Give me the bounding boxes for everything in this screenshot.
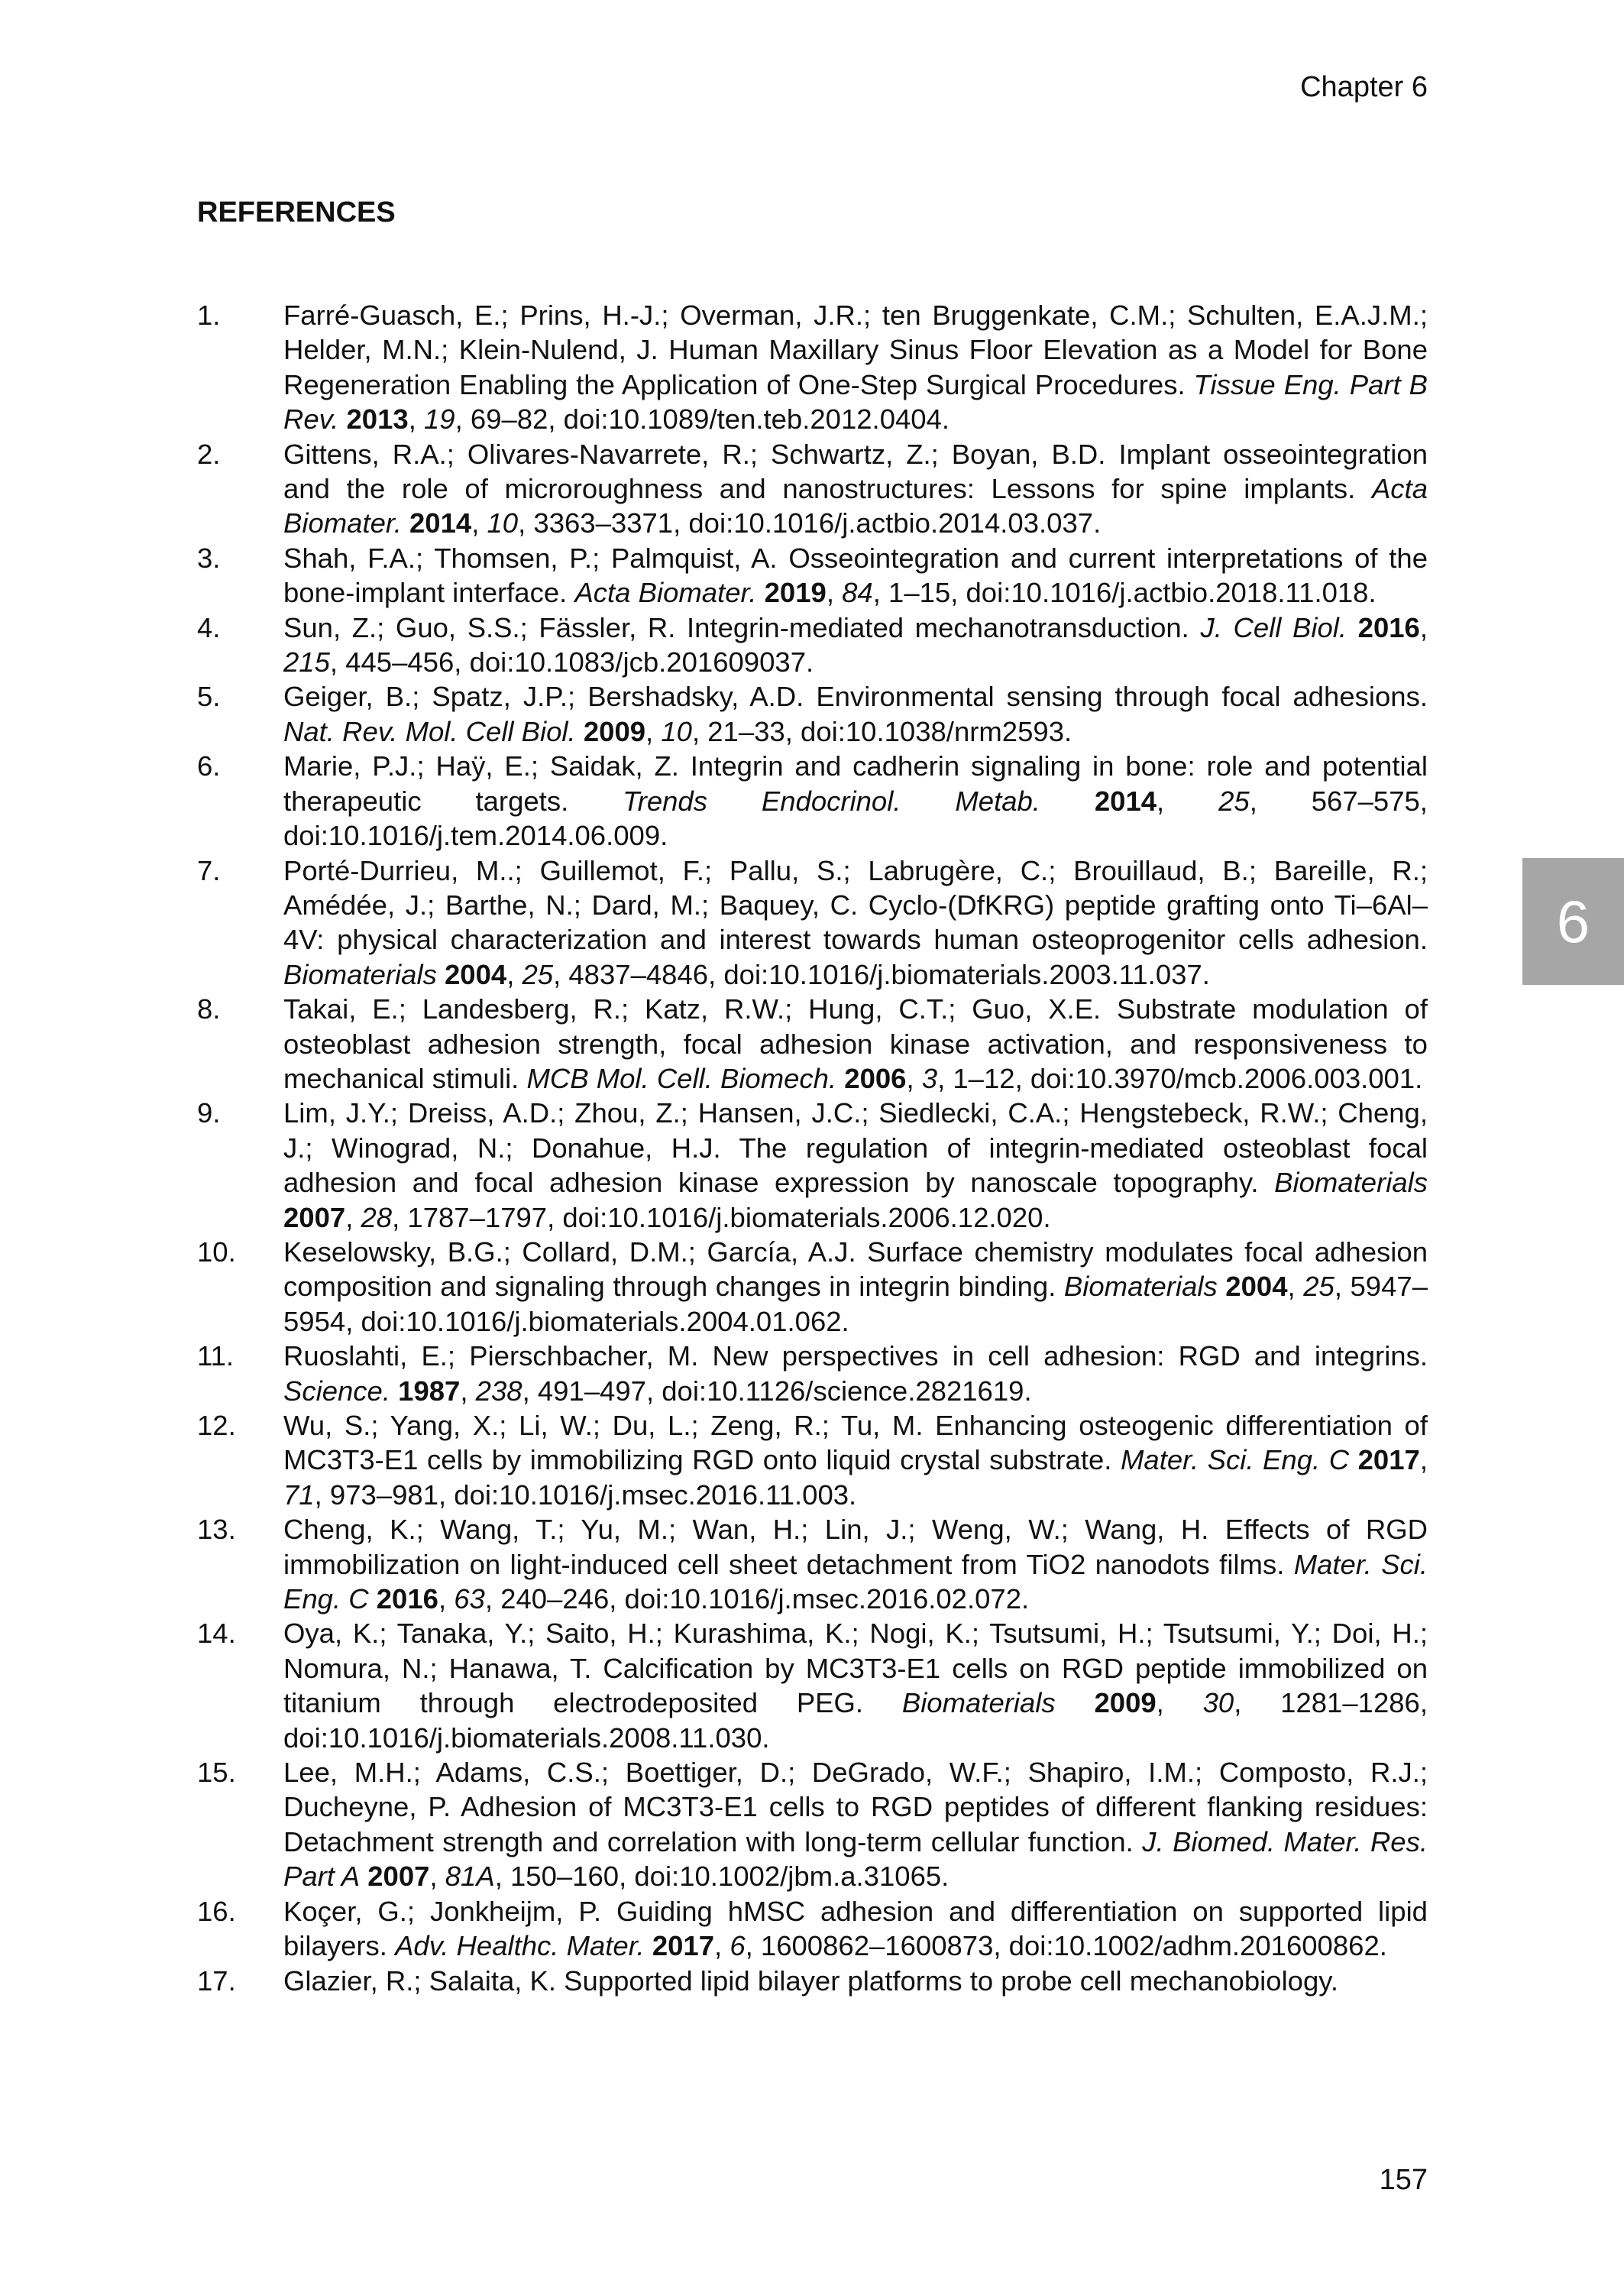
- reference-text-segment: Keselowsky, B.G.; Collard, D.M.; García, A.J. Surface chemistry modulates focal adhesion composition and signaling through changes in integrin binding.: [283, 1236, 1428, 1303]
- reference-text-segment: [437, 959, 445, 990]
- reference-number: 16.: [197, 1895, 236, 1927]
- reference-text-segment: Marie, P.J.; Haÿ, E.; Saidak, Z. Integrin and cadherin signaling in bone: role and potential therapeutic targets.: [283, 750, 1428, 817]
- reference-number: 13.: [197, 1514, 236, 1546]
- reference-number: 12.: [197, 1410, 236, 1441]
- reference-text-segment: , 491–497, doi:10.1126/science.2821619.: [522, 1375, 1032, 1407]
- reference-text-segment: ,: [1419, 1444, 1428, 1476]
- reference-number: 8.: [197, 993, 221, 1025]
- reference-italic-text: 30: [1202, 1687, 1234, 1719]
- reference-text-segment: [402, 507, 409, 539]
- reference-text-segment: Farré-Guasch, E.; Prins, H.-J.; Overman, J.R.; ten Bruggenkate, C.M.; Schulten, E.A.J.M.; Helder, M.N.; Klein-Nulend, J. Human Maxillary Sinus Floor Elevation as a Model for Bone Regeneration Enabling the Application of One-Step Surgical Procedures.: [283, 300, 1428, 400]
- reference-text-segment: , 1–12, doi:10.3970/mcb.2006.003.001.: [937, 1062, 1423, 1094]
- reference-italic-text: Trends Endocrinol. Metab.: [623, 785, 1040, 817]
- reference-italic-text: J. Cell Biol.: [1200, 611, 1347, 643]
- reference-number: 9.: [197, 1097, 221, 1129]
- reference-year: 2017: [652, 1930, 715, 1962]
- reference-text-segment: ,: [645, 715, 662, 747]
- reference-italic-text: Mater. Sci. Eng. C: [1121, 1444, 1350, 1476]
- reference-number: 14.: [197, 1618, 236, 1650]
- reference-item: [197, 992, 1428, 1096]
- reference-text: [283, 1964, 1428, 1998]
- reference-text-segment: ,: [471, 507, 487, 539]
- reference-item: [197, 1512, 1428, 1616]
- reference-text-segment: Cheng, K.; Wang, T.; Yu, M.; Wan, H.; Lin, J.; Weng, W.; Wang, H. Effects of RGD immobilization on light-induced cell sheet detachment from TiO2 nanodots films.: [283, 1514, 1428, 1580]
- reference-text-segment: , 1281–1286, doi:10.1016/j.biomaterials.2008.11.030.: [283, 1687, 1428, 1754]
- reference-text-segment: , 973–981, doi:10.1016/j.msec.2016.11.003.: [314, 1478, 857, 1511]
- reference-item: [197, 1616, 1428, 1755]
- reference-text-segment: [756, 577, 764, 608]
- reference-text-segment: , 3363–3371, doi:10.1016/j.actbio.2014.03.037.: [518, 507, 1102, 539]
- reference-year: 2007: [283, 1201, 346, 1233]
- reference-text-segment: , 1787–1797, doi:10.1016/j.biomaterials.2006.12.020.: [392, 1201, 1051, 1233]
- reference-text: [283, 437, 1428, 541]
- reference-italic-text: 71: [283, 1478, 315, 1511]
- reference-year: 2009: [583, 715, 646, 747]
- reference-text-segment: , 567–575, doi:10.1016/j.tem.2014.06.009.: [283, 785, 1428, 852]
- reference-italic-text: 63: [454, 1583, 485, 1615]
- reference-text-segment: ,: [1156, 1687, 1203, 1719]
- reference-item: [197, 853, 1428, 993]
- reference-text-segment: , 21–33, doi:10.1038/nrm2593.: [691, 715, 1072, 747]
- reference-italic-text: 19: [424, 403, 455, 436]
- reference-item: [197, 1096, 1428, 1235]
- reference-text: [283, 541, 1428, 610]
- reference-italic-text: 3: [921, 1062, 938, 1094]
- reference-number: 3.: [197, 542, 221, 574]
- reference-italic-text: J. Biomed. Mater. Res. Part A: [283, 1825, 1428, 1893]
- reference-item: [197, 1339, 1428, 1408]
- reference-text-segment: , 69–82, doi:10.1089/ten.teb.2012.0404.: [455, 403, 950, 436]
- reference-number: 5.: [197, 681, 221, 713]
- reference-item: [197, 610, 1428, 680]
- reference-text-segment: [1349, 1444, 1358, 1475]
- reference-year: 2009: [1094, 1687, 1157, 1719]
- reference-text: [283, 1408, 1428, 1512]
- reference-text-segment: [360, 1861, 367, 1892]
- reference-item: [197, 749, 1428, 853]
- reference-italic-text: Biomaterials: [1274, 1167, 1428, 1199]
- reference-italic-text: Mater. Sci. Eng. C: [283, 1548, 1428, 1615]
- reference-year: 2017: [1357, 1444, 1420, 1476]
- reference-item: [197, 437, 1428, 541]
- section-heading: REFERENCES: [197, 196, 396, 228]
- reference-text: [283, 1894, 1428, 1964]
- reference-text-segment: [390, 1375, 398, 1407]
- reference-year: 2019: [764, 577, 827, 609]
- reference-text-segment: Lee, M.H.; Adams, C.S.; Boettiger, D.; DeGrado, W.F.; Shapiro, I.M.; Composto, R.J.; Ducheyne, P. Adhesion of MC3T3-E1 cells to RGD peptides of different flanking residues: Detachment strength and correlation with long-term cellular function.: [283, 1757, 1428, 1857]
- reference-text: [283, 1755, 1428, 1894]
- reference-text: [283, 610, 1428, 680]
- reference-number: 4.: [197, 611, 221, 643]
- reference-year: 2016: [1357, 611, 1420, 643]
- reference-text-segment: ,: [826, 577, 843, 609]
- reference-text: [283, 1512, 1428, 1616]
- reference-text-segment: [1347, 612, 1358, 643]
- reference-text-segment: ,: [345, 1201, 361, 1233]
- reference-text: [283, 749, 1428, 853]
- reference-italic-text: 10: [661, 715, 692, 747]
- reference-number: 6.: [197, 750, 221, 782]
- reference-italic-text: 215: [283, 646, 330, 679]
- reference-italic-text: Science.: [283, 1375, 390, 1407]
- reference-italic-text: 6: [730, 1930, 746, 1962]
- reference-text-segment: Glazier, R.; Salaita, K. Supported lipid bilayer platforms to probe cell mechanobiology.: [283, 1964, 1338, 1997]
- reference-text-segment: Ruoslahti, E.; Pierschbacher, M. New perspectives in cell adhesion: RGD and integrins.: [283, 1340, 1428, 1372]
- reference-item: [197, 1964, 1428, 1998]
- reference-text-segment: Koçer, G.; Jonkheijm, P. Guiding hMSC adhesion and differentiation on supported lipid bilayers.: [283, 1895, 1428, 1962]
- reference-number: 17.: [197, 1964, 236, 1997]
- reference-item: [197, 1894, 1428, 1964]
- reference-italic-text: 84: [842, 577, 873, 609]
- reference-italic-text: Tissue Eng. Part B Rev.: [283, 368, 1428, 436]
- reference-italic-text: Acta Biomater.: [283, 473, 1428, 539]
- reference-italic-text: 25: [1303, 1271, 1334, 1303]
- reference-text-segment: Takai, E.; Landesberg, R.; Katz, R.W.; Hung, C.T.; Guo, X.E. Substrate modulation of osteoblast adhesion strength, focal adhesion kinase activation, and responsiveness to mechanical stimuli.: [283, 993, 1428, 1094]
- reference-text-segment: , 445–456, doi:10.1083/jcb.201609037.: [329, 646, 814, 679]
- reference-text: [283, 1339, 1428, 1408]
- reference-text: [283, 679, 1428, 749]
- reference-italic-text: Biomaterials: [283, 958, 437, 990]
- reference-item: [197, 1235, 1428, 1339]
- reference-text-segment: ,: [1287, 1271, 1304, 1303]
- reference-italic-text: MCB Mol. Cell. Biomech.: [526, 1062, 837, 1094]
- reference-text-segment: [1040, 785, 1095, 817]
- running-header-chapter: Chapter 6: [1300, 71, 1428, 103]
- reference-italic-text: 10: [487, 507, 519, 539]
- reference-text-segment: ,: [906, 1062, 922, 1094]
- reference-text-segment: [576, 716, 584, 747]
- reference-italic-text: Biomaterials: [1063, 1271, 1218, 1303]
- reference-text-segment: Oya, K.; Tanaka, Y.; Saito, H.; Kurashima, K.; Nogi, K.; Tsutsumi, H.; Tsutsumi, Y.; Doi, H.; Nomura, N.; Hanawa, T. Calcification by MC3T3-E1 cells on RGD peptide immobilized on titanium through electrodeposited PEG.: [283, 1618, 1428, 1719]
- reference-italic-text: 238: [475, 1375, 522, 1407]
- reference-year: 2016: [376, 1583, 438, 1615]
- reference-year: 2013: [346, 403, 409, 436]
- reference-italic-text: Nat. Rev. Mol. Cell Biol.: [283, 715, 576, 747]
- reference-text-segment: [369, 1583, 377, 1614]
- reference-text-segment: Geiger, B.; Spatz, J.P.; Bershadsky, A.D. Environmental sensing through focal adhesions.: [283, 681, 1428, 713]
- reference-text: [283, 1096, 1428, 1235]
- reference-list: [197, 298, 1428, 1998]
- reference-year: 2014: [409, 507, 472, 539]
- reference-text-segment: ,: [460, 1375, 476, 1407]
- reference-text-segment: ,: [714, 1930, 730, 1962]
- reference-text-segment: , 1600862–1600873, doi:10.1002/adhm.201600862.: [745, 1930, 1387, 1962]
- reference-text-segment: [645, 1930, 652, 1961]
- reference-text-segment: , 4837–4846, doi:10.1016/j.biomaterials.2003.11.037.: [553, 958, 1210, 990]
- reference-text-segment: , 5947–5954, doi:10.1016/j.biomaterials.2004.01.062.: [283, 1271, 1428, 1337]
- reference-text-segment: ,: [506, 958, 522, 990]
- reference-text-segment: [338, 403, 346, 435]
- reference-text-segment: , 1–15, doi:10.1016/j.actbio.2018.11.018.: [872, 577, 1377, 609]
- reference-item: [197, 541, 1428, 610]
- reference-text-segment: [1056, 1687, 1095, 1718]
- reference-number: 1.: [197, 300, 221, 331]
- reference-text: [283, 1616, 1428, 1755]
- reference-year: 2014: [1094, 785, 1157, 817]
- reference-italic-text: 25: [1218, 785, 1250, 817]
- reference-year: 2006: [844, 1062, 907, 1094]
- reference-text-segment: ,: [1419, 611, 1428, 643]
- reference-italic-text: 81A: [445, 1861, 495, 1893]
- reference-number: 7.: [197, 854, 221, 886]
- reference-number: 15.: [197, 1757, 236, 1789]
- reference-item: [197, 1755, 1428, 1894]
- reference-text-segment: Porté-Durrieu, M..; Guillemot, F.; Pallu, S.; Labrugère, C.; Brouillaud, B.; Bareille, R.; Amédée, J.; Barthe, N.; Dard, M.; Baquey, C. Cyclo-(DfKRG) peptide grafting onto Ti–6Al–4V: physical characterization and interest towards human osteoprogenitor cells adhesion.: [283, 854, 1428, 956]
- reference-text-segment: [836, 1063, 844, 1094]
- reference-text-segment: ,: [408, 403, 424, 436]
- reference-text: [283, 992, 1428, 1096]
- reference-text-segment: Lim, J.Y.; Dreiss, A.D.; Zhou, Z.; Hansen, J.C.; Siedlecki, C.A.; Hengstebeck, R.W.; Cheng, J.; Winograd, N.; Donahue, H.J. The regulation of integrin-mediated osteoblast focal adhesion and focal adhesion kinase expression by nanoscale topography.: [283, 1097, 1428, 1199]
- reference-item: [197, 1408, 1428, 1512]
- reference-text-segment: ,: [1157, 785, 1219, 817]
- reference-italic-text: 28: [361, 1201, 393, 1233]
- reference-text-segment: Shah, F.A.; Thomsen, P.; Palmquist, A. Osseointegration and current interpretations of the bone-implant interface.: [283, 542, 1428, 609]
- reference-text-segment: Sun, Z.; Guo, S.S.; Fässler, R. Integrin-mediated mechanotransduction.: [283, 611, 1201, 643]
- reference-text-segment: ,: [429, 1861, 445, 1893]
- reference-year: 2004: [1225, 1271, 1288, 1303]
- reference-text-segment: ,: [438, 1583, 455, 1615]
- reference-italic-text: Acta Biomater.: [574, 577, 757, 609]
- reference-number: 11.: [197, 1340, 235, 1372]
- reference-italic-text: 25: [522, 958, 554, 990]
- reference-italic-text: Adv. Healthc. Mater.: [395, 1930, 645, 1962]
- reference-text: [283, 1235, 1428, 1339]
- reference-year: 1987: [398, 1375, 461, 1407]
- reference-text-segment: Gittens, R.A.; Olivares-Navarrete, R.; Schwartz, Z.; Boyan, B.D. Implant osseointegration and the role of microroughness and nanostructures: Lessons for spine implants.: [283, 438, 1428, 505]
- reference-text: [283, 853, 1428, 993]
- reference-text-segment: , 150–160, doi:10.1002/jbm.a.31065.: [494, 1861, 949, 1893]
- reference-italic-text: Biomaterials: [901, 1687, 1056, 1719]
- chapter-tab: [1522, 858, 1624, 985]
- reference-text-segment: [1218, 1271, 1226, 1302]
- reference-item: [197, 679, 1428, 749]
- reference-item: [197, 298, 1428, 437]
- reference-number: 10.: [197, 1236, 236, 1268]
- reference-year: 2007: [367, 1861, 430, 1893]
- reference-text: [283, 298, 1428, 437]
- page-number: 157: [1379, 2164, 1428, 2196]
- reference-text-segment: Wu, S.; Yang, X.; Li, W.; Du, L.; Zeng, R.; Tu, M. Enhancing osteogenic differentiation of MC3T3-E1 cells by immobilizing RGD onto liquid crystal substrate.: [283, 1410, 1428, 1476]
- chapter-tab-label: 6: [1556, 888, 1590, 955]
- reference-number: 2.: [197, 438, 221, 470]
- reference-year: 2004: [444, 958, 507, 990]
- reference-text-segment: , 240–246, doi:10.1016/j.msec.2016.02.072.: [484, 1583, 1030, 1615]
